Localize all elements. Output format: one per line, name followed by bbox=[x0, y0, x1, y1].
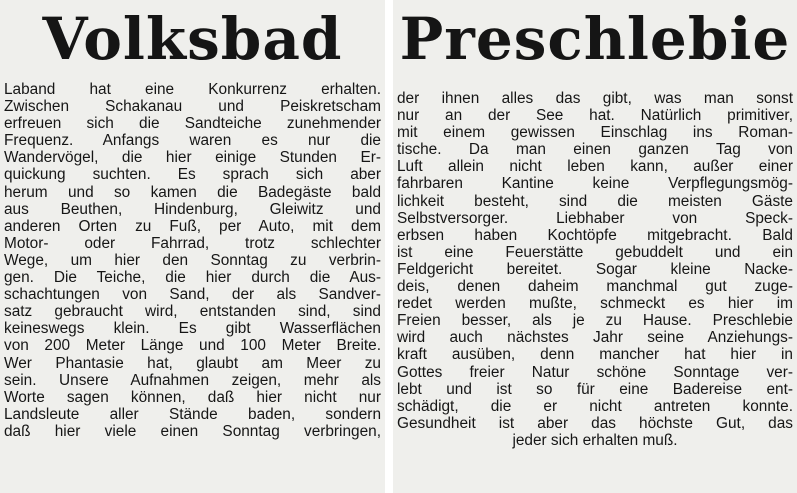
text-line: Wer Phantasie hat, glaubt am Meer zu bbox=[4, 354, 381, 372]
text-line: der ihnen alles das gibt, was man sonst bbox=[397, 90, 793, 107]
text-line: erfreuen sich die Sandteiche zunehmender bbox=[4, 115, 381, 133]
text-line: lichkeit besteht, sind die meisten Gäste bbox=[397, 192, 793, 210]
text-line: Gesundheit ist aber das höchste Gut, das bbox=[397, 414, 793, 432]
headline-right: Preschlebie bbox=[399, 5, 791, 73]
right-article-body bbox=[397, 90, 793, 449]
text-line: Laband hat eine Konkurrenz erhalten. bbox=[4, 81, 381, 98]
text-line: kraft ausüben, denn mancher hat hier in bbox=[397, 346, 793, 364]
text-line: fahrbaren Kantine keine Verpflegungsmög- bbox=[397, 175, 793, 193]
right-column bbox=[393, 0, 797, 493]
text-line: Freien besser, als je zu Hause. Preschlebie bbox=[397, 312, 793, 330]
text-line: tische. Da man einen ganzen Tag von bbox=[397, 141, 793, 159]
headline-left: Volksbad bbox=[42, 5, 343, 73]
text-line: Wandervögel, die hier einige Stunden Er- bbox=[4, 149, 381, 167]
column-divider bbox=[385, 0, 393, 493]
text-line: von 200 Meter Länge und 100 Meter Breite. bbox=[4, 337, 381, 355]
text-line: mit einem gewissen Einschlag ins Roman- bbox=[397, 124, 793, 142]
text-line: Gottes freier Natur schöne Sonntage ver- bbox=[397, 363, 793, 381]
text-line: Feldgericht bereitet. Sogar kleine Nacke- bbox=[397, 260, 793, 278]
text-line: Worte sagen können, daß hier nicht nur bbox=[4, 388, 381, 406]
text-line: Luft allein nicht leben kann, außer einer bbox=[397, 158, 793, 176]
left-column bbox=[0, 0, 385, 493]
text-line: wird auch nächstes Jahr seine Anziehungs- bbox=[397, 329, 793, 347]
text-line: lebt und ist so für eine Badereise ent- bbox=[397, 380, 793, 398]
text-line: jeder sich erhalten muß. bbox=[512, 431, 678, 449]
text-line: herum und so kamen die Badegäste bald bbox=[4, 183, 381, 201]
text-line: nur an der See hat. Natürlich primitiver, bbox=[397, 107, 793, 125]
left-article-body bbox=[4, 81, 381, 440]
text-line: erbsen haben Kochtöpfe mitgebracht. Bald bbox=[397, 226, 793, 244]
text-line: redet werden mußte, schmeckt es hier im bbox=[397, 295, 793, 313]
text-line: Zwischen Schakanau und Peiskretscham bbox=[4, 98, 381, 116]
text-line: aus Beuthen, Hindenburg, Gleiwitz und bbox=[4, 200, 381, 218]
text-line: Wege, um hier den Sonntag zu verbrin- bbox=[4, 251, 381, 269]
text-line: Selbstversorger. Liebhaber von Speck- bbox=[397, 209, 793, 227]
text-line: quickung suchten. Es sprach sich aber bbox=[4, 166, 381, 184]
text-line: ist eine Feuerstätte gebuddelt und ein bbox=[397, 243, 793, 261]
text-line: deis, denen daheim manchmal gut zuge- bbox=[397, 278, 793, 296]
text-line: Landsleute aller Stände baden, sondern bbox=[4, 405, 381, 423]
text-line: anderen Orten zu Fuß, per Auto, mit dem bbox=[4, 217, 381, 235]
text-line: Motor- oder Fahrrad, trotz schlechter bbox=[4, 234, 381, 252]
text-line: daß hier viele einen Sonntag verbringen, bbox=[4, 422, 381, 440]
text-line: schädigt, die er nicht antreten konnte. bbox=[397, 397, 793, 415]
text-line: keineswegs klein. Es gibt Wasserflächen bbox=[4, 320, 381, 338]
text-line: Frequenz. Anfangs waren es nur die bbox=[4, 132, 381, 150]
text-line: schachtungen von Sand, der als Sandver- bbox=[4, 286, 381, 304]
text-line: gen. Die Teiche, die hier durch die Aus- bbox=[4, 269, 381, 287]
text-line: satz gebraucht wird, entstanden sind, sind bbox=[4, 303, 381, 321]
text-line: sein. Unsere Aufnahmen zeigen, mehr als bbox=[4, 371, 381, 389]
